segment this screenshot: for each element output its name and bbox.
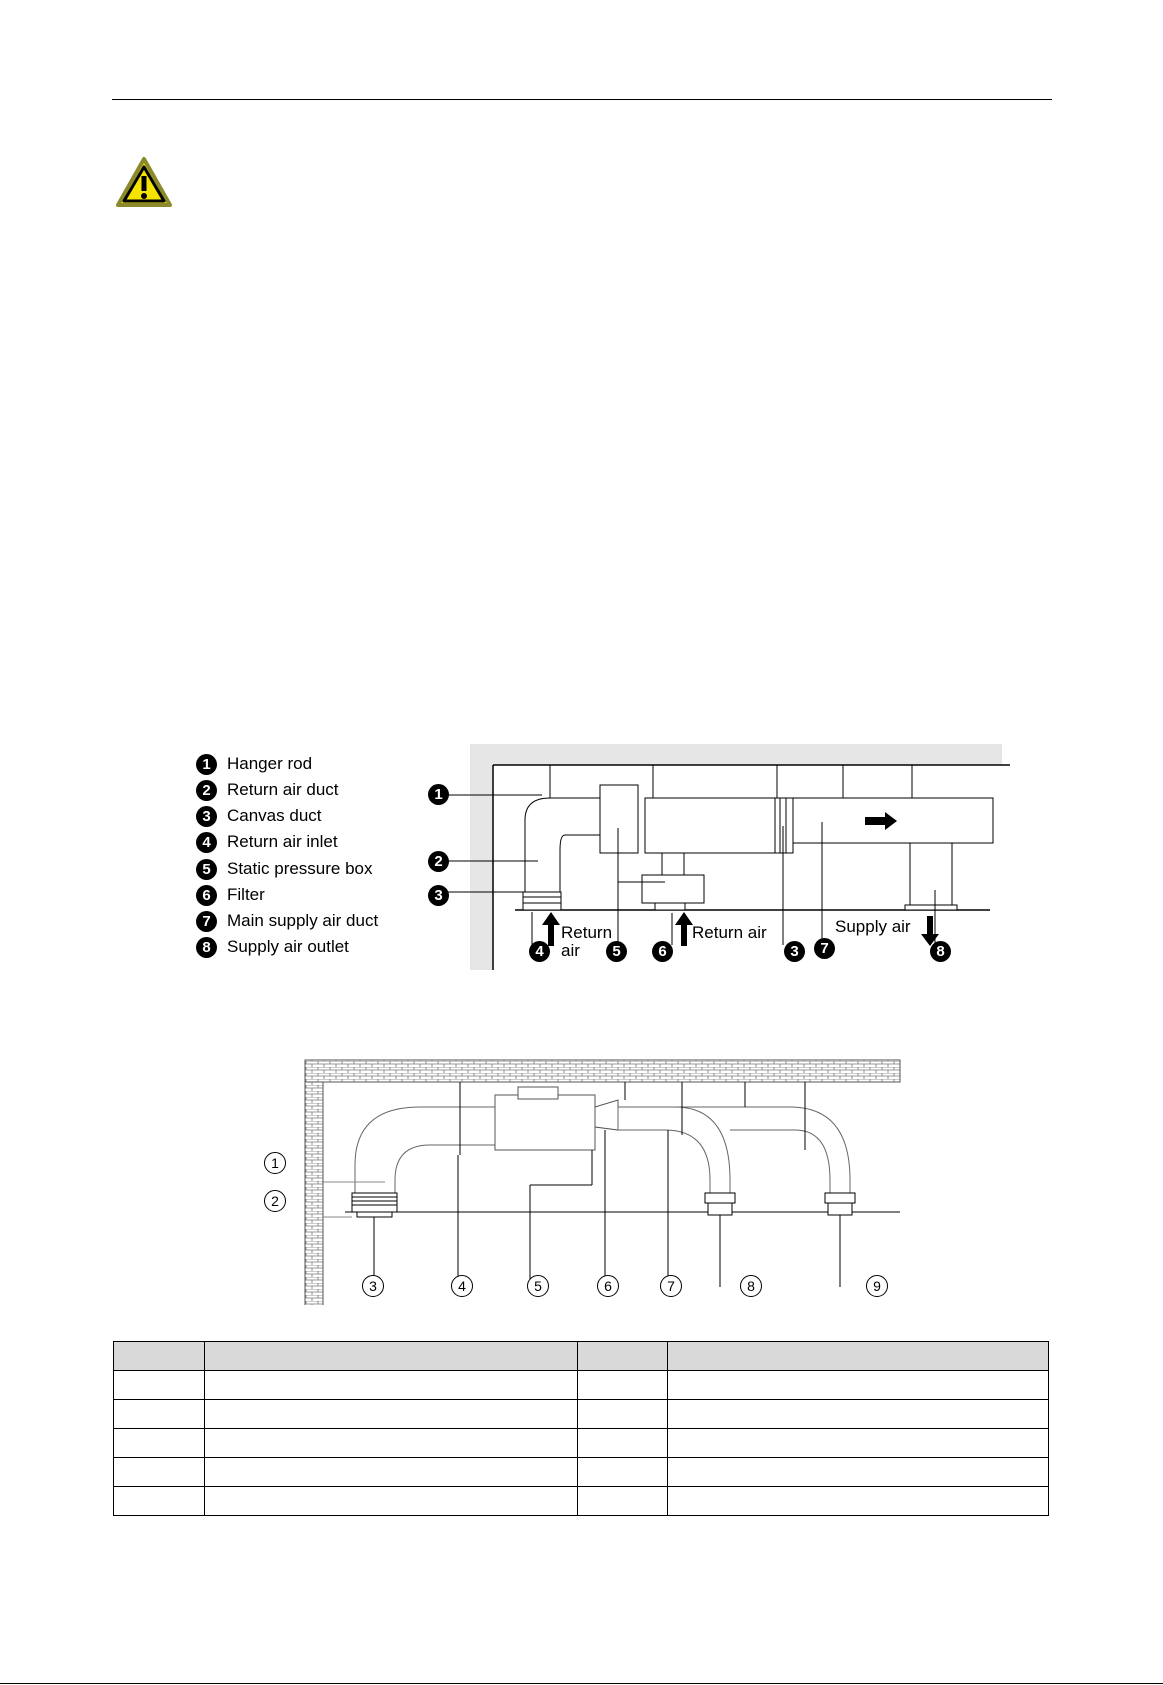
legend-item [196, 910, 378, 932]
table-cell [578, 1458, 668, 1487]
legend-number: 2 [196, 780, 217, 801]
legend-label: Static pressure box [227, 859, 373, 878]
table-cell [668, 1458, 1049, 1487]
callout: 3 [362, 1275, 384, 1297]
callout: 6 [652, 941, 673, 962]
callout: 8 [930, 941, 951, 962]
table-cell [578, 1487, 668, 1516]
table-cell [114, 1487, 205, 1516]
table-cell [578, 1429, 668, 1458]
table-row [114, 1371, 1049, 1400]
legend-label: Main supply air duct [227, 911, 379, 930]
callout: 1 [428, 784, 449, 805]
legend-item [196, 779, 339, 801]
table-row [114, 1487, 1049, 1516]
table-row [114, 1458, 1049, 1487]
legend-number: 7 [196, 911, 217, 932]
legend-number: 8 [196, 937, 217, 958]
table-cell [204, 1458, 578, 1487]
legend-number: 1 [196, 754, 217, 775]
table-cell [578, 1371, 668, 1400]
table-header-row [114, 1342, 1049, 1371]
table-cell [204, 1371, 578, 1400]
table-row [114, 1429, 1049, 1458]
callout: 5 [527, 1275, 549, 1297]
legend-item [196, 884, 265, 906]
legend-item [196, 936, 349, 958]
legend-label: Supply air outlet [227, 937, 349, 956]
table-header-cell [204, 1342, 578, 1371]
callout: 7 [660, 1275, 682, 1297]
table-cell [668, 1487, 1049, 1516]
callout: 9 [866, 1275, 888, 1297]
legend-label: Hanger rod [227, 754, 313, 773]
table-row [114, 1400, 1049, 1429]
table-cell [114, 1371, 205, 1400]
table-cell [114, 1429, 205, 1458]
legend-number: 6 [196, 885, 217, 906]
legend-label: Return air duct [227, 780, 339, 799]
table-cell [204, 1400, 578, 1429]
table-cell [668, 1371, 1049, 1400]
callout: 1 [264, 1152, 286, 1174]
callout: 8 [740, 1275, 762, 1297]
parts-table [113, 1341, 1049, 1516]
header-rule [112, 99, 1052, 100]
legend-label: Filter [227, 885, 265, 904]
callout: 6 [597, 1275, 619, 1297]
supply-air-label: Supply air [835, 917, 911, 936]
callout: 4 [529, 941, 550, 962]
footer-rule [0, 1683, 1163, 1684]
table-cell [204, 1487, 578, 1516]
table-header-cell [668, 1342, 1049, 1371]
table-cell [114, 1458, 205, 1487]
table-cell [578, 1400, 668, 1429]
callout: 2 [264, 1190, 286, 1212]
table-header-cell [578, 1342, 668, 1371]
legend-number: 4 [196, 832, 217, 853]
legend-item [196, 753, 312, 775]
table-cell [668, 1429, 1049, 1458]
legend-item [196, 858, 373, 880]
legend-label: Return air inlet [227, 832, 338, 851]
table-header-cell [114, 1342, 205, 1371]
return-air-label: Return air [692, 923, 767, 942]
callout: 7 [814, 938, 835, 959]
duct-layout-drawing [300, 1055, 910, 1305]
return-air-label: Return [561, 923, 613, 942]
warning-triangle-icon [115, 156, 173, 208]
table-cell [668, 1400, 1049, 1429]
table-cell [114, 1400, 205, 1429]
legend-item [196, 805, 322, 827]
table-cell [204, 1429, 578, 1458]
callout: 3 [428, 885, 449, 906]
legend-item [196, 831, 338, 853]
legend-label: Canvas duct [227, 806, 322, 825]
callout: 5 [606, 941, 627, 962]
return-air-label: air [561, 941, 580, 960]
legend-number: 5 [196, 859, 217, 880]
legend-number: 3 [196, 806, 217, 827]
callout: 2 [428, 851, 449, 872]
callout: 4 [451, 1275, 473, 1297]
callout: 3 [784, 941, 805, 962]
